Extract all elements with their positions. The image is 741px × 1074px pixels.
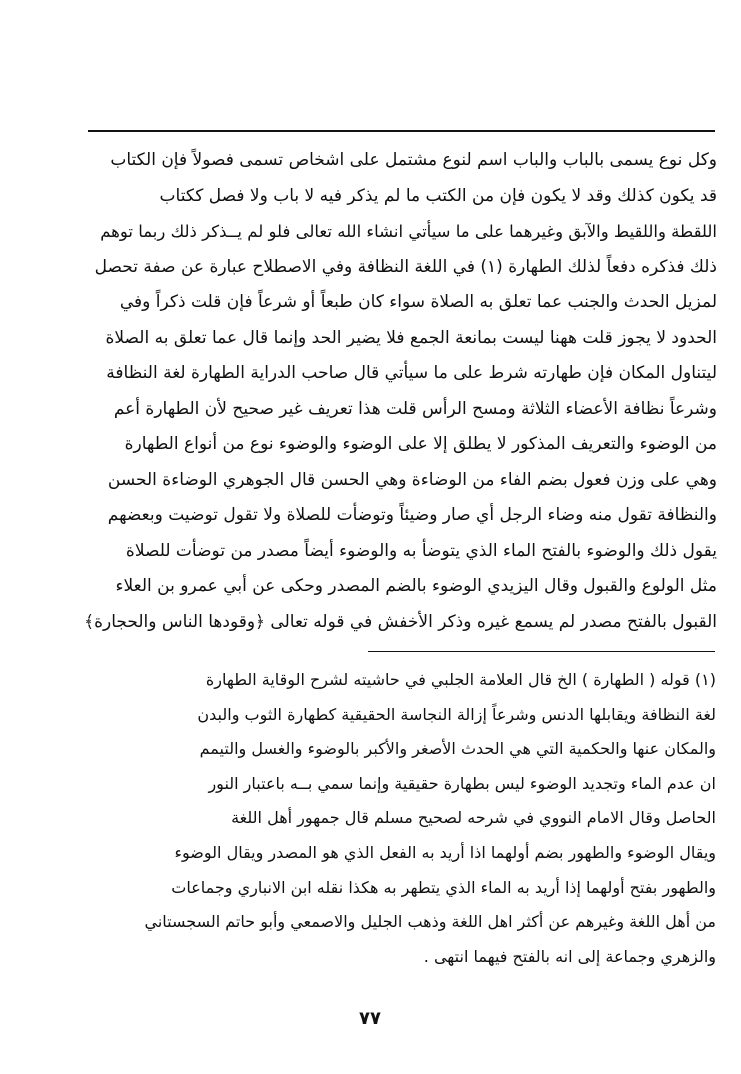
header-rule [88,130,715,132]
text-line: قد يكون كذلك وقد لا يكون فإن من الكتب ما لم يذكر فيه لا باب ولا فصل ككتاب [159,185,717,206]
text-line: وهي على وزن فعول بضم الفاء من الوضاءة وهي الحسن قال الجوهري الوضاءة الحسن [107,469,717,490]
footnote-line: ان عدم الماء وتجديد الوضوء ليس بطهارة حقيقية وإنما سمي بــه باعتبار النور [208,773,716,793]
text-line: ذلك فذكره دفعاً لذلك الطهارة (١) في اللغة النظافة وفي الاصطلاح عبارة عن صفة تحصل [94,256,717,277]
text-line: يقول ذلك والوضوء بالفتح الماء الذي يتوضأ به والوضوء أيضاً مصدر من توضأت للصلاة [125,540,717,561]
footnote-line: ويقال الوضوء والطهور بضم أولهما اذا أريد به الفعل الذي هو المصدر ويقال الوضوء [174,842,716,862]
text-line: اللقطة واللقيط والآبق وغيرهما على ما سيأتي انشاء الله تعالى فلو لم يــذكر ذلك ربما توهم [100,222,717,241]
footnote-line: والطهور بفتح أولهما إذا أريد به الماء الذي يتطهر به هكذا نقله ابن الانباري وجماعات [171,877,716,897]
text-line: والنظافة تقول منه وضاء الرجل أي صار وضيئاً وتوضأت للصلاة ولا تقول توضيت وبعضهم [107,505,717,525]
main-text-block [84,143,717,640]
footnote-separator [368,651,715,652]
footnote-line: والزهري وجماعة إلى انه بالفتح فيهما انتهى . [423,946,716,966]
text-line: الحدود لا يجوز قلت ههنا ليست بمانعة الجمع فلا يضير الحد وإنما قال عما تعلق به الصلاة [105,327,717,348]
text-line: وشرعاً نظافة الأعضاء الثلاثة ومسح الرأس قلت هذا تعريف غير صحيح لأن الطهارة أعم [113,398,717,419]
footnote-line: والمكان عنها والحكمية التي هي الحدث الأصغر والأكبر بالوضوء والغسل والتيمم [199,739,716,759]
text-line: القبول بالفتح مصدر لم يسمع غيره وذكر الأخفش في قوله تعالى ﴿وقودها الناس والحجارة﴾ [84,611,717,632]
footnote-line: من أهل اللغة وغيرهم عن أكثر اهل اللغة وذهب الجليل والاصمعي وأبو حاتم السجستاني [144,912,716,932]
text-line: من الوضوء والتعريف المذكور لا يطلق إلا على الوضوء والوضوء نوع من أنواع الطهارة [124,434,717,454]
text-line: مثل الولوع والقبول وقال اليزيدي الوضوء بالضم المصدر وحكى عن أبي عمرو بن العلاء [115,576,717,596]
text-line: وكل نوع يسمى بالباب والباب اسم لنوع مشتمل على اشخاص تسمى فصولاً فإن الكتاب [110,150,717,170]
footnote-line: (١) قوله ( الطهارة ) الخ قال العلامة الجلبي في حاشيته لشرح الوقاية الطهارة [205,670,716,689]
page-number: ٧٧ [359,1008,381,1029]
footnotes-block [82,663,716,974]
text-line: ليتناول المكان فإن طهارته شرط على ما سيأتي قال صاحب الدراية الطهارة لغة النظافة [106,363,717,383]
footnote-line: الحاصل وقال الامام النووي في شرحه لصحيح مسلم قال جمهور أهل اللغة [231,808,716,828]
text-line: لمزيل الحدث والجنب عما تعلق به الصلاة سواء كان طبعاً أو شرعاً فإن قلت ذكراً وفي [119,292,717,312]
footnote-line: لغة النظافة ويقابلها الدنس وشرعاً إزالة النجاسة الحقيقية كطهارة الثوب والبدن [197,704,716,724]
